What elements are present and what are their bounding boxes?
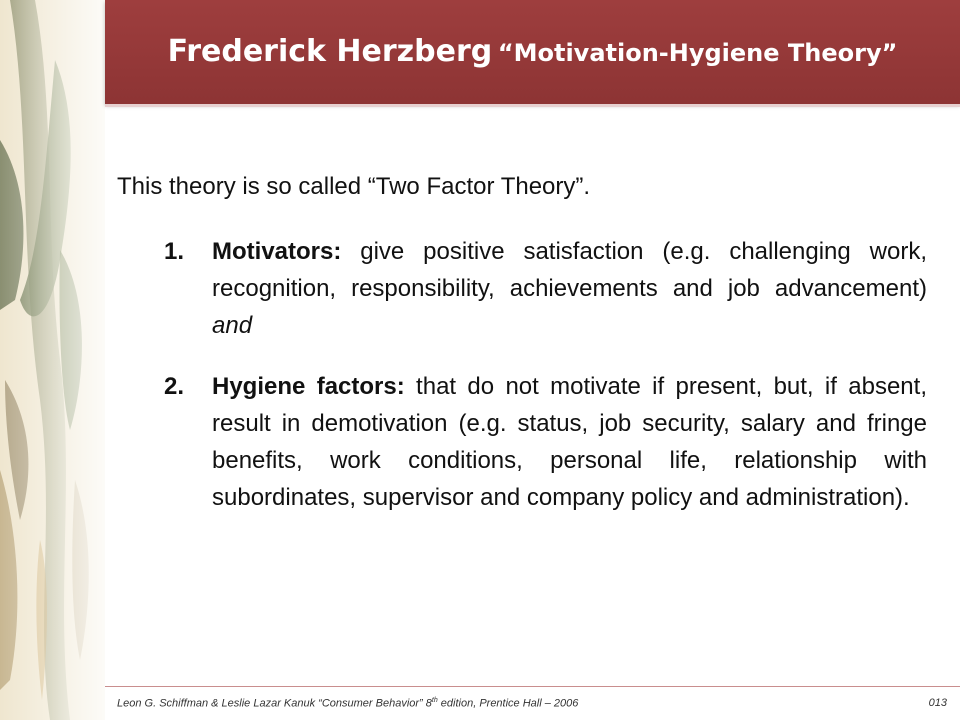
item-text: give positive satisfaction (e.g. challenging work, recognition, responsibility, achievements and job advancement) [212, 238, 927, 302]
citation-superscript: th [431, 697, 438, 704]
footer-divider [105, 686, 960, 687]
citation-text: Leon G. Schiffman & Leslie Lazar Kanuk “Consumer Behavior” 8 [117, 697, 432, 710]
item-number: 2. [164, 373, 185, 400]
leaf-photo-icon [0, 0, 105, 720]
list-item-hygiene-factors [117, 368, 927, 516]
leaf-photo-decoration [0, 0, 105, 720]
item-trailing-italic: and [212, 312, 253, 339]
item-term: Motivators: [212, 238, 342, 265]
intro-text: This theory is so called “Two Factor Theory”. [117, 173, 591, 200]
item-number: 1. [164, 238, 185, 265]
citation-text-end: edition, Prentice Hall – 2006 [437, 697, 579, 710]
slide-content [117, 168, 927, 540]
title-name: Frederick Herzberg [167, 34, 493, 69]
title-subtitle: “Motivation-Hygiene Theory” [497, 39, 898, 67]
title-bar [105, 0, 960, 104]
item-term: Hygiene factors: [212, 373, 405, 400]
item-text: that do not motivate if present, but, if absent, result in demotivation (e.g. status, job security, salary and fringe benefits, work conditions, personal life, relationship with subordinates, supervisor and company policy and administration). [212, 373, 927, 511]
footer-citation [117, 697, 578, 710]
page-number: 013 [928, 697, 947, 709]
slide-title [105, 34, 960, 69]
title-underline [105, 104, 960, 107]
list-item-motivators [117, 233, 927, 344]
